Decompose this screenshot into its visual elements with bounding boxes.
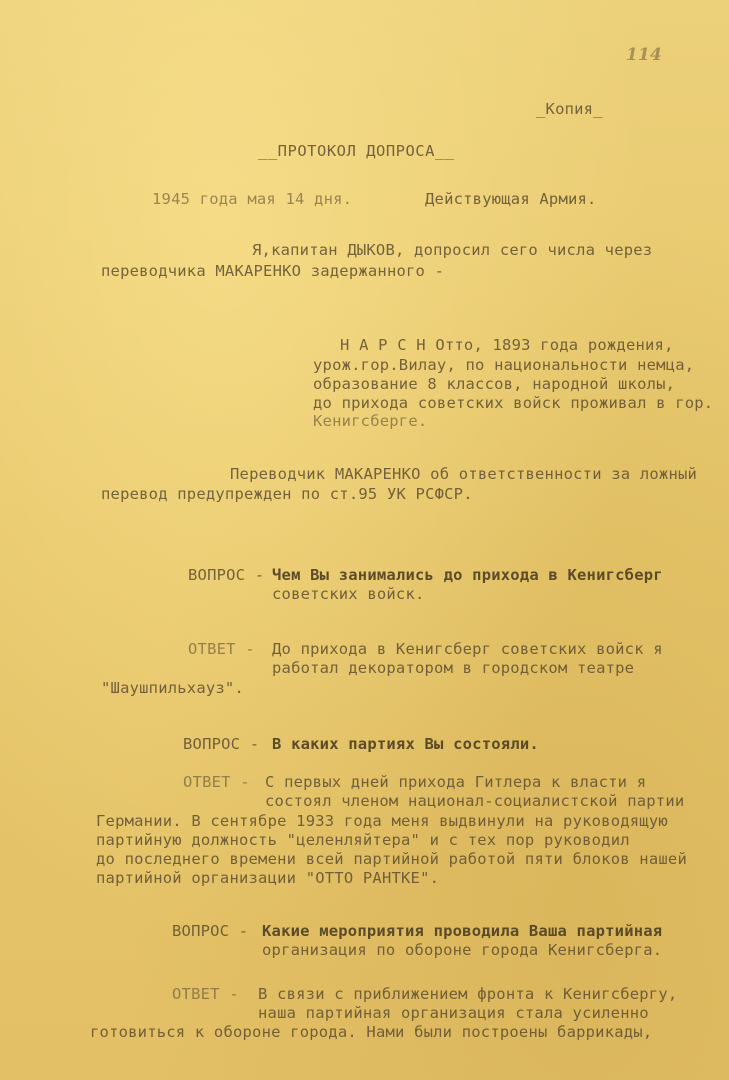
answer-text-line: Германии. В сентябре 1933 года меня выдвинули на руководящую	[96, 812, 668, 830]
question-text-line: В каких партиях Вы состояли.	[272, 735, 539, 753]
copy-label: _Копия_	[536, 100, 603, 118]
answer-text-line: готовиться к обороне города. Нами были построены баррикады,	[90, 1023, 653, 1041]
question-label: ВОПРОС -	[188, 566, 265, 584]
answer-text-line: партийной организации "ОТТО РАНТКЕ".	[96, 869, 440, 887]
document-title: __ПРОТОКОЛ ДОПРОСА__	[258, 142, 455, 160]
question-label: ВОПРОС -	[172, 922, 249, 940]
answer-text-line: С первых дней прихода Гитлера к власти я	[265, 773, 647, 791]
answer-text-line: До прихода в Кенигсберг советских войск я	[272, 640, 663, 658]
date-line: 1945 года мая 14 дня.	[152, 190, 353, 208]
answer-text-line: "Шаушпильхауз".	[101, 679, 244, 697]
subject-line-2: урож.гор.Вилау, по национальности немца,	[313, 356, 695, 374]
question-text-line: Какие мероприятия проводила Ваша партийная	[262, 922, 663, 940]
warning-line-1: Переводчик МАКАРЕНКО об ответственности за ложный	[230, 465, 698, 483]
answer-label: ОТВЕТ -	[172, 985, 239, 1003]
subject-line-1: Н А Р С Н Отто, 1893 года рождения,	[340, 336, 674, 354]
answer-text-line: до последнего времени всей партийной работой пяти блоков нашей	[96, 850, 687, 868]
subject-line-5: Кенигсберге.	[313, 412, 428, 430]
answer-text-line: состоял членом национал-социалистской партии	[265, 792, 685, 810]
answer-label: ОТВЕТ -	[183, 773, 250, 791]
intro-line-2: переводчика МАКАРЕНКО задержанного -	[101, 262, 445, 280]
subject-line-4: до прихода советских войск проживал в гор.	[313, 394, 714, 412]
warning-line-2: перевод предупрежден по ст.95 УК РСФСР.	[101, 485, 473, 503]
answer-text-line: В связи с приближением фронта к Кенигсбергу,	[258, 985, 678, 1003]
question-label: ВОПРОС -	[183, 735, 260, 753]
sheet-number: 114	[626, 45, 663, 65]
question-text-line: организация по обороне города Кенигсберга.	[262, 941, 663, 959]
place-line: Действующая Армия.	[425, 190, 597, 208]
question-text-line: Чем Вы занимались до прихода в Кенигсберг	[272, 566, 663, 584]
subject-line-3: образование 8 классов, народной школы,	[313, 375, 676, 393]
answer-text-line: партийную должность "целенляйтера" и с тех пор руководил	[96, 831, 630, 849]
answer-text-line: работал декоратором в городском театре	[272, 659, 635, 677]
intro-line-1: Я,капитан ДЫКОВ, допросил сего числа через	[252, 241, 653, 259]
answer-text-line: наша партийная организация стала усиленно	[258, 1004, 649, 1022]
question-text-line: советских войск.	[272, 585, 425, 603]
answer-label: ОТВЕТ -	[188, 640, 255, 658]
